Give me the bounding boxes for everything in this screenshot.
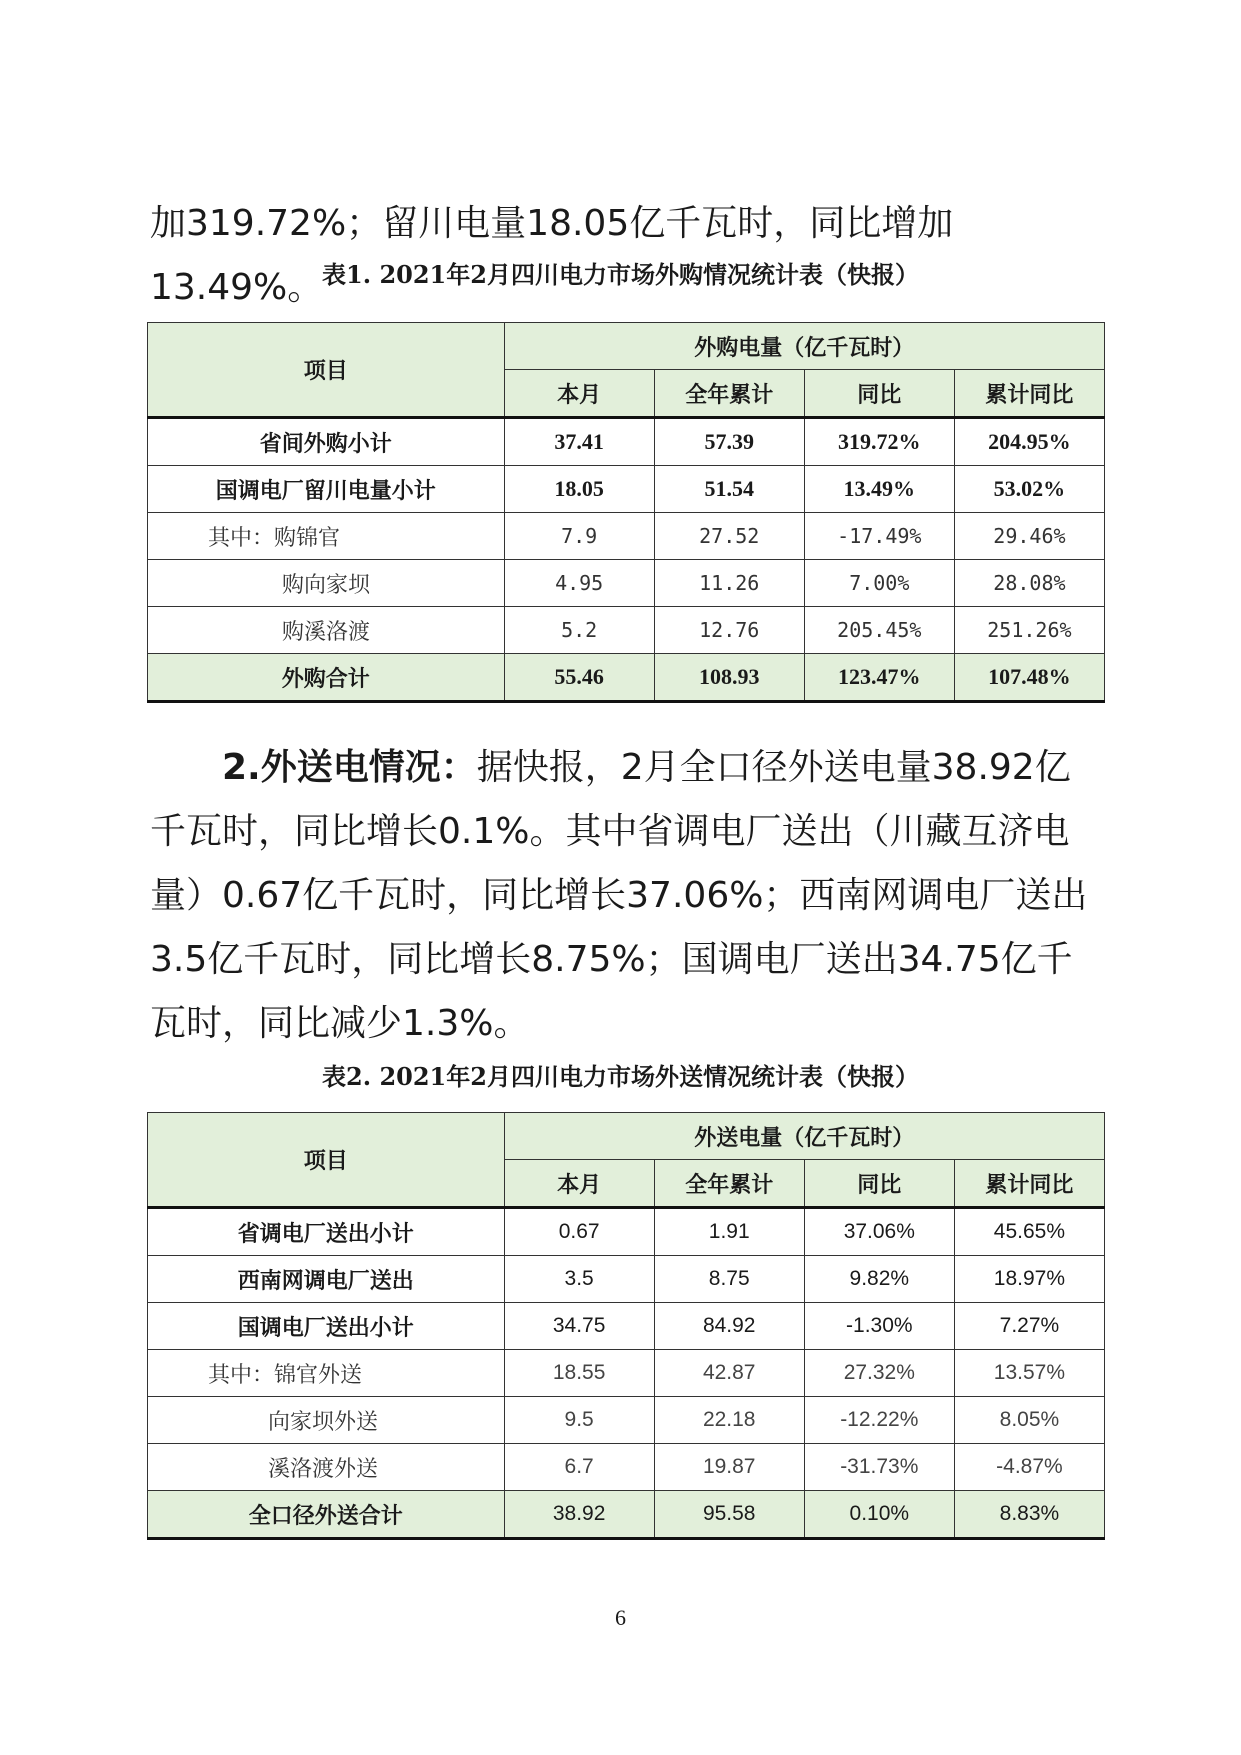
cell-value: 34.75: [504, 1303, 654, 1350]
cell-value: 29.46%: [954, 513, 1104, 560]
cell-value: 12.76: [654, 607, 804, 654]
cell-value: 45.65%: [954, 1208, 1104, 1256]
cell-value: 9.5: [504, 1397, 654, 1444]
cell-value: 57.39: [654, 418, 804, 466]
cell-value: 53.02%: [954, 466, 1104, 513]
cell-value: 108.93: [654, 654, 804, 702]
table-row: [148, 560, 1105, 607]
table2-caption: 表2. 2021年2月四川电力市场外送情况统计表（快报）: [322, 1062, 919, 1091]
table-row: [148, 1303, 1105, 1350]
table-row: [148, 1256, 1105, 1303]
table-row-total: [148, 1491, 1105, 1539]
table2-header-item: 项目: [148, 1113, 505, 1208]
cell-value: 95.58: [654, 1491, 804, 1539]
cell-value: 18.55: [504, 1350, 654, 1397]
cell-value: 55.46: [504, 654, 654, 702]
table1-header-group: 外购电量（亿千瓦时）: [504, 323, 1104, 370]
table1-col-ytd: 全年累计: [654, 370, 804, 418]
cell-value: 18.97%: [954, 1256, 1104, 1303]
section-text: 据快报，2月全口径外送电量38.92亿千瓦时，同比增长0.1%。其中省调电厂送出（川藏互济电量）0.67亿千瓦时，同比增长37.06%；西南网调电厂送出3.5亿千瓦时，同比增长8.75%；国调电厂送出34.75亿千瓦时，同比减少1.3%。: [150, 747, 1088, 1044]
cell-value: 3.5: [504, 1256, 654, 1303]
table-row: [148, 1350, 1105, 1397]
table1-col-ytd-yoy: 累计同比: [954, 370, 1104, 418]
page-number: 6: [615, 1605, 626, 1630]
table1-col-month: 本月: [504, 370, 654, 418]
cell-value: 37.41: [504, 418, 654, 466]
table-row: [148, 418, 1105, 466]
table2-col-ytd-yoy: 累计同比: [954, 1160, 1104, 1208]
table-row: [148, 1397, 1105, 1444]
cell-value: 28.08%: [954, 560, 1104, 607]
cell-value: 6.7: [504, 1444, 654, 1491]
table-row: [148, 513, 1105, 560]
table2-export: [147, 1112, 1105, 1540]
table1-header-item: 项目: [148, 323, 505, 418]
row-label: 溪洛渡外送: [148, 1444, 505, 1491]
cell-value: 11.26: [654, 560, 804, 607]
row-label: 国调电厂送出小计: [148, 1303, 505, 1350]
cell-value: -12.22%: [804, 1397, 954, 1444]
cell-value: 22.18: [654, 1397, 804, 1444]
cell-value: 13.49%: [804, 466, 954, 513]
paragraph-continuation: 加319.72%；留川电量18.05亿千瓦时，同比增加13.49%。: [150, 203, 954, 308]
cell-value: -1.30%: [804, 1303, 954, 1350]
row-label: 向家坝外送: [148, 1397, 505, 1444]
cell-value: -4.87%: [954, 1444, 1104, 1491]
cell-value: 8.75: [654, 1256, 804, 1303]
cell-value: 27.52: [654, 513, 804, 560]
cell-value: 1.91: [654, 1208, 804, 1256]
cell-value: -17.49%: [804, 513, 954, 560]
paragraph-export-summary: [150, 736, 1090, 1056]
table2-col-ytd: 全年累计: [654, 1160, 804, 1208]
cell-value: 42.87: [654, 1350, 804, 1397]
row-label: 外购合计: [148, 654, 505, 702]
cell-value: 37.06%: [804, 1208, 954, 1256]
section-heading: 2.外送电情况：: [222, 747, 477, 788]
cell-value: 0.10%: [804, 1491, 954, 1539]
table1-col-yoy: 同比: [804, 370, 954, 418]
cell-value: 51.54: [654, 466, 804, 513]
row-label: 其中：购锦官: [148, 513, 505, 560]
cell-value: 107.48%: [954, 654, 1104, 702]
table-row: [148, 607, 1105, 654]
row-label: 国调电厂留川电量小计: [148, 466, 505, 513]
cell-value: 4.95: [504, 560, 654, 607]
cell-value: 38.92: [504, 1491, 654, 1539]
cell-value: 204.95%: [954, 418, 1104, 466]
cell-value: 19.87: [654, 1444, 804, 1491]
table-row: [148, 1208, 1105, 1256]
table-row: [148, 1444, 1105, 1491]
table1-caption: 表1. 2021年2月四川电力市场外购情况统计表（快报）: [322, 260, 919, 289]
row-label: 省间外购小计: [148, 418, 505, 466]
row-label: 购溪洛渡: [148, 607, 505, 654]
table2-col-month: 本月: [504, 1160, 654, 1208]
cell-value: 205.45%: [804, 607, 954, 654]
cell-value: 0.67: [504, 1208, 654, 1256]
cell-value: 319.72%: [804, 418, 954, 466]
row-label: 西南网调电厂送出: [148, 1256, 505, 1303]
cell-value: 13.57%: [954, 1350, 1104, 1397]
table2-col-yoy: 同比: [804, 1160, 954, 1208]
cell-value: 8.05%: [954, 1397, 1104, 1444]
cell-value: 18.05: [504, 466, 654, 513]
table-row-total: [148, 654, 1105, 702]
row-label: 购向家坝: [148, 560, 505, 607]
cell-value: 7.00%: [804, 560, 954, 607]
cell-value: -31.73%: [804, 1444, 954, 1491]
cell-value: 84.92: [654, 1303, 804, 1350]
cell-value: 9.82%: [804, 1256, 954, 1303]
cell-value: 7.9: [504, 513, 654, 560]
table1-purchase: [147, 322, 1105, 703]
cell-value: 8.83%: [954, 1491, 1104, 1539]
cell-value: 5.2: [504, 607, 654, 654]
row-label: 省调电厂送出小计: [148, 1208, 505, 1256]
table-row: [148, 466, 1105, 513]
cell-value: 251.26%: [954, 607, 1104, 654]
row-label: 其中：锦官外送: [148, 1350, 505, 1397]
cell-value: 27.32%: [804, 1350, 954, 1397]
row-label: 全口径外送合计: [148, 1491, 505, 1539]
cell-value: 7.27%: [954, 1303, 1104, 1350]
table2-header-group: 外送电量（亿千瓦时）: [504, 1113, 1104, 1160]
cell-value: 123.47%: [804, 654, 954, 702]
